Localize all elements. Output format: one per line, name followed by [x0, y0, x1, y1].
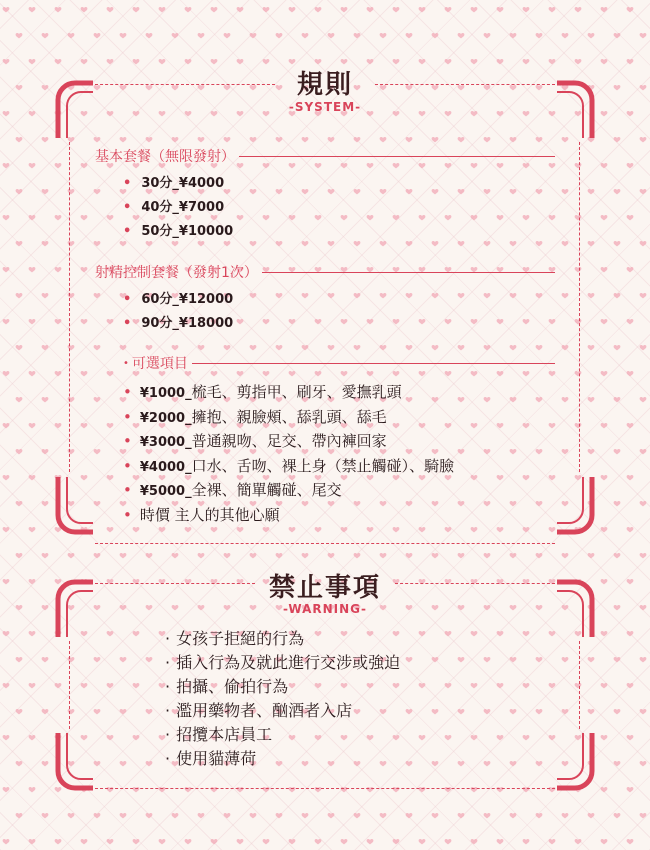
- heart-icon: [3, 319, 10, 324]
- heart-icon: [29, 267, 36, 272]
- heart-icon: [627, 423, 634, 428]
- list-item: [165, 675, 400, 699]
- heading-rule: [192, 363, 555, 364]
- heart-icon: [3, 371, 10, 376]
- heart-icon: [614, 449, 621, 454]
- heart-icon: [614, 85, 621, 90]
- heart-icon: [42, 137, 49, 142]
- heart-icon: [458, 553, 465, 558]
- list-item: [165, 627, 400, 651]
- heart-icon: [107, 839, 114, 844]
- heart-icon: [16, 813, 23, 818]
- heart-icon: [29, 371, 36, 376]
- heart-icon: [42, 189, 49, 194]
- heart-icon: [3, 787, 10, 792]
- heart-icon: [640, 605, 647, 610]
- heart-icon: [42, 657, 49, 662]
- bullet-icon: •: [123, 456, 132, 475]
- heart-icon: [640, 761, 647, 766]
- dashed-border: [95, 788, 555, 789]
- heart-icon: [172, 553, 179, 558]
- heart-icon: [198, 33, 205, 38]
- heart-icon: [601, 475, 608, 480]
- heart-icon: [16, 397, 23, 402]
- heart-icon: [640, 293, 647, 298]
- control-package-heading: [95, 262, 555, 282]
- heart-icon: [133, 7, 140, 12]
- heart-icon: [29, 475, 36, 480]
- dashed-border: [95, 543, 555, 544]
- heart-icon: [354, 33, 361, 38]
- heart-icon: [133, 839, 140, 844]
- heart-icon: [627, 631, 634, 636]
- heart-icon: [237, 7, 244, 12]
- heart-icon: [3, 423, 10, 428]
- heart-icon: [42, 605, 49, 610]
- heart-icon: [562, 553, 569, 558]
- options-list: [123, 380, 454, 527]
- heart-icon: [289, 7, 296, 12]
- heart-icon: [627, 7, 634, 12]
- heart-icon: [263, 839, 270, 844]
- option-price: ¥4000_: [139, 459, 192, 475]
- heart-icon: [29, 59, 36, 64]
- heart-icon: [42, 761, 49, 766]
- corner-ornament-icon: [555, 475, 595, 535]
- heart-icon: [601, 683, 608, 688]
- heart-icon: [614, 657, 621, 662]
- heart-icon: [627, 59, 634, 64]
- heart-icon: [549, 7, 556, 12]
- option-text: 時價 主人的其他心願: [139, 505, 280, 524]
- heart-icon: [42, 397, 49, 402]
- heart-icon: [29, 839, 36, 844]
- heart-icon: [315, 7, 322, 12]
- heart-icon: [601, 631, 608, 636]
- heart-icon: [601, 579, 608, 584]
- heart-icon: [601, 163, 608, 168]
- option-price: ¥1000_: [139, 386, 192, 401]
- list-item: [123, 380, 454, 405]
- heart-icon: [627, 683, 634, 688]
- heart-icon: [42, 553, 49, 558]
- heart-icon: [601, 59, 608, 64]
- heart-icon: [484, 553, 491, 558]
- heart-icon: [120, 553, 127, 558]
- heart-icon: [16, 501, 23, 506]
- heart-icon: [627, 579, 634, 584]
- heart-icon: [497, 7, 504, 12]
- heart-icon: [614, 189, 621, 194]
- heart-icon: [55, 7, 62, 12]
- corner-ornament-icon: [55, 475, 95, 535]
- heart-icon: [601, 423, 608, 428]
- heart-icon: [211, 839, 218, 844]
- prohibited-item: 招攬本店員工: [176, 725, 273, 744]
- heart-icon: [588, 33, 595, 38]
- heart-icon: [627, 319, 634, 324]
- heart-icon: [341, 839, 348, 844]
- heart-icon: [29, 735, 36, 740]
- heart-icon: [3, 267, 10, 272]
- heart-icon: [16, 293, 23, 298]
- heart-icon: [445, 7, 452, 12]
- warning-panel: [55, 565, 595, 835]
- list-item: • 40分_¥7000: [123, 196, 233, 220]
- heart-icon: [380, 33, 387, 38]
- heart-icon: [640, 33, 647, 38]
- heart-icon: [471, 839, 478, 844]
- warning-title: 禁止事項: [268, 573, 381, 603]
- dashed-border: [579, 142, 580, 472]
- heart-icon: [458, 33, 465, 38]
- bullet-icon: ·: [165, 701, 171, 720]
- heart-icon: [107, 7, 114, 12]
- heart-icon: [16, 553, 23, 558]
- heart-icon: [640, 85, 647, 90]
- heart-icon: [328, 553, 335, 558]
- heart-icon: [3, 215, 10, 220]
- heart-icon: [185, 839, 192, 844]
- heart-icon: [627, 163, 634, 168]
- heart-icon: [627, 215, 634, 220]
- heart-icon: [406, 553, 413, 558]
- prohibited-item: 濫用藥物者、酗酒者入店: [176, 701, 353, 720]
- heart-icon: [601, 787, 608, 792]
- heart-icon: [601, 371, 608, 376]
- heart-icon: [627, 475, 634, 480]
- option-text: 全裸、簡單觸碰、尾交: [191, 481, 342, 499]
- heart-icon: [406, 33, 413, 38]
- bullet-icon: •: [123, 407, 132, 426]
- heart-icon: [16, 85, 23, 90]
- heart-icon: [16, 657, 23, 662]
- heart-icon: [289, 839, 296, 844]
- heart-icon: [3, 111, 10, 116]
- heart-icon: [640, 501, 647, 506]
- heart-icon: [393, 7, 400, 12]
- heart-icon: [432, 33, 439, 38]
- prohibited-list: [165, 627, 400, 771]
- dashed-border: [69, 641, 70, 729]
- heart-icon: [640, 137, 647, 142]
- dashed-border: [579, 641, 580, 729]
- heart-icon: [42, 33, 49, 38]
- heart-icon: [575, 7, 582, 12]
- list-item: [123, 478, 454, 503]
- prohibited-item: 插入行為及就此進行交涉或強迫: [176, 653, 401, 672]
- list-item: [165, 723, 400, 747]
- heart-icon: [601, 319, 608, 324]
- heart-icon: [42, 813, 49, 818]
- heart-icon: [29, 579, 36, 584]
- heart-icon: [640, 813, 647, 818]
- list-item: • 30分_¥4000: [123, 172, 233, 196]
- heart-icon: [614, 293, 621, 298]
- heart-icon: [276, 553, 283, 558]
- bullet-icon: ·: [165, 629, 171, 648]
- heart-icon: [523, 839, 530, 844]
- heart-icon: [29, 787, 36, 792]
- heart-icon: [3, 683, 10, 688]
- options-heading: [123, 353, 555, 373]
- heart-icon: [42, 449, 49, 454]
- heart-icon: [640, 189, 647, 194]
- heart-icon: [3, 735, 10, 740]
- heart-icon: [627, 111, 634, 116]
- heart-icon: [16, 605, 23, 610]
- heart-icon: [627, 371, 634, 376]
- heart-icon: [549, 839, 556, 844]
- heart-icon: [536, 553, 543, 558]
- heart-icon: [81, 7, 88, 12]
- list-item: • 60分_¥12000: [123, 288, 233, 312]
- heart-icon: [94, 33, 101, 38]
- heart-icon: [393, 839, 400, 844]
- heart-icon: [146, 33, 153, 38]
- heart-icon: [68, 33, 75, 38]
- heart-bullet-icon: •: [123, 357, 129, 369]
- heart-icon: [640, 241, 647, 246]
- heart-icon: [614, 709, 621, 714]
- heart-icon: [640, 709, 647, 714]
- heart-icon: [601, 839, 608, 844]
- heart-icon: [614, 605, 621, 610]
- heart-icon: [16, 33, 23, 38]
- heart-icon: [3, 631, 10, 636]
- prohibited-item: 使用貓薄荷: [176, 749, 257, 768]
- corner-ornament-icon: [555, 731, 595, 791]
- bullet-icon: •: [123, 505, 132, 524]
- heart-icon: [432, 553, 439, 558]
- heart-icon: [42, 85, 49, 90]
- basic-package-heading: [95, 146, 555, 166]
- list-item: • 90分_¥18000: [123, 312, 233, 336]
- heart-icon: [237, 839, 244, 844]
- heart-icon: [68, 553, 75, 558]
- list-item: [123, 454, 454, 479]
- heart-icon: [367, 7, 374, 12]
- heart-icon: [601, 215, 608, 220]
- heart-icon: [367, 839, 374, 844]
- heart-icon: [302, 33, 309, 38]
- warning-subtitle: -WARNING-: [282, 602, 368, 616]
- heart-icon: [42, 241, 49, 246]
- heading-rule: [262, 272, 555, 273]
- heart-icon: [42, 345, 49, 350]
- heart-icon: [276, 33, 283, 38]
- heart-icon: [29, 163, 36, 168]
- heart-icon: [55, 839, 62, 844]
- heart-icon: [640, 553, 647, 558]
- heart-icon: [3, 7, 10, 12]
- heart-icon: [172, 33, 179, 38]
- system-title: 規則: [296, 70, 353, 100]
- heart-icon: [536, 33, 543, 38]
- heart-icon: [640, 397, 647, 402]
- option-text: 口水、舌吻、裸上身（禁止觸碰）、騎臉: [191, 456, 455, 475]
- heart-icon: [640, 345, 647, 350]
- basic-package-heading-text: 基本套餐（無限發射）: [95, 149, 235, 165]
- heart-icon: [3, 527, 10, 532]
- control-package-heading-text: 射精控制套餐（發射1次）: [95, 265, 258, 281]
- heart-icon: [29, 683, 36, 688]
- heart-icon: [29, 215, 36, 220]
- heart-icon: [445, 839, 452, 844]
- list-item: [165, 651, 400, 675]
- heart-icon: [16, 241, 23, 246]
- heart-icon: [224, 553, 231, 558]
- heart-icon: [3, 475, 10, 480]
- option-text: 普通親吻、足交、帶內褲回家: [191, 432, 387, 450]
- heart-icon: [614, 501, 621, 506]
- heart-icon: [588, 553, 595, 558]
- bullet-icon: ·: [165, 725, 171, 744]
- heart-icon: [3, 163, 10, 168]
- heart-icon: [510, 553, 517, 558]
- heart-icon: [81, 839, 88, 844]
- control-package-list: [123, 288, 233, 336]
- bullet-icon: •: [123, 481, 132, 499]
- heart-icon: [159, 839, 166, 844]
- heart-icon: [627, 267, 634, 272]
- heart-icon: [419, 839, 426, 844]
- heart-icon: [29, 527, 36, 532]
- heart-icon: [601, 111, 608, 116]
- heart-icon: [497, 839, 504, 844]
- heart-icon: [614, 553, 621, 558]
- list-item: [123, 429, 454, 454]
- heart-icon: [341, 7, 348, 12]
- heart-icon: [614, 761, 621, 766]
- heart-icon: [302, 553, 309, 558]
- heart-icon: [146, 553, 153, 558]
- heart-icon: [523, 7, 530, 12]
- heart-icon: [614, 345, 621, 350]
- option-price: ¥5000_: [139, 484, 192, 499]
- heart-icon: [614, 397, 621, 402]
- heart-icon: [29, 423, 36, 428]
- heart-icon: [29, 319, 36, 324]
- heart-icon: [484, 33, 491, 38]
- heart-icon: [29, 7, 36, 12]
- dashed-border: [69, 142, 70, 472]
- heart-icon: [250, 33, 257, 38]
- heart-icon: [614, 241, 621, 246]
- bullet-icon: •: [123, 432, 132, 450]
- heart-icon: [42, 709, 49, 714]
- option-price: ¥3000_: [139, 435, 192, 450]
- option-text: 梳毛、剪指甲、刷牙、愛撫乳頭: [191, 383, 402, 401]
- bullet-icon: ·: [165, 653, 171, 672]
- heart-icon: [42, 501, 49, 506]
- heart-icon: [211, 7, 218, 12]
- heart-icon: [185, 7, 192, 12]
- heart-icon: [29, 111, 36, 116]
- heart-icon: [16, 345, 23, 350]
- heart-icon: [614, 813, 621, 818]
- heart-icon: [159, 7, 166, 12]
- heart-icon: [16, 189, 23, 194]
- bullet-icon: ·: [165, 749, 171, 768]
- prohibited-item: 女孩子拒絕的行為: [176, 629, 305, 648]
- heart-icon: [29, 631, 36, 636]
- list-item: [123, 503, 454, 528]
- list-item: • 50分_¥10000: [123, 220, 233, 244]
- heart-icon: [42, 293, 49, 298]
- heart-icon: [16, 761, 23, 766]
- heart-icon: [380, 553, 387, 558]
- prohibited-item: 拍攝、偷拍行為: [176, 677, 289, 696]
- options-heading-text: 可選項目: [131, 356, 188, 372]
- option-text: 擁抱、親臉頰、舔乳頭、舔毛: [191, 407, 387, 426]
- heart-icon: [601, 7, 608, 12]
- heart-icon: [3, 839, 10, 844]
- heading-rule: [239, 156, 555, 157]
- heart-icon: [627, 787, 634, 792]
- heart-icon: [562, 33, 569, 38]
- heart-icon: [601, 527, 608, 532]
- heart-icon: [419, 7, 426, 12]
- heart-icon: [94, 553, 101, 558]
- heart-icon: [575, 839, 582, 844]
- heart-icon: [614, 137, 621, 142]
- heart-icon: [198, 553, 205, 558]
- heart-icon: [16, 137, 23, 142]
- option-price: ¥2000_: [139, 410, 192, 426]
- heart-icon: [3, 59, 10, 64]
- corner-ornament-icon: [55, 731, 95, 791]
- heart-icon: [601, 267, 608, 272]
- heart-icon: [16, 449, 23, 454]
- heart-icon: [601, 735, 608, 740]
- heart-icon: [250, 553, 257, 558]
- list-item: [165, 699, 400, 723]
- heart-icon: [328, 33, 335, 38]
- heart-icon: [510, 33, 517, 38]
- heart-icon: [627, 735, 634, 740]
- heart-icon: [471, 7, 478, 12]
- heart-icon: [3, 579, 10, 584]
- system-panel: [55, 70, 595, 550]
- heart-icon: [16, 709, 23, 714]
- basic-package-list: [123, 172, 233, 244]
- heart-icon: [315, 839, 322, 844]
- list-item: [165, 747, 400, 771]
- heart-icon: [120, 33, 127, 38]
- heart-icon: [627, 839, 634, 844]
- heart-icon: [224, 33, 231, 38]
- heart-icon: [640, 449, 647, 454]
- bullet-icon: ·: [165, 677, 171, 696]
- system-subtitle: -SYSTEM-: [288, 100, 362, 114]
- list-item: [123, 405, 454, 430]
- heart-icon: [627, 527, 634, 532]
- heart-icon: [263, 7, 270, 12]
- heart-icon: [614, 33, 621, 38]
- heart-icon: [640, 657, 647, 662]
- heart-icon: [354, 553, 361, 558]
- bullet-icon: •: [123, 383, 132, 401]
